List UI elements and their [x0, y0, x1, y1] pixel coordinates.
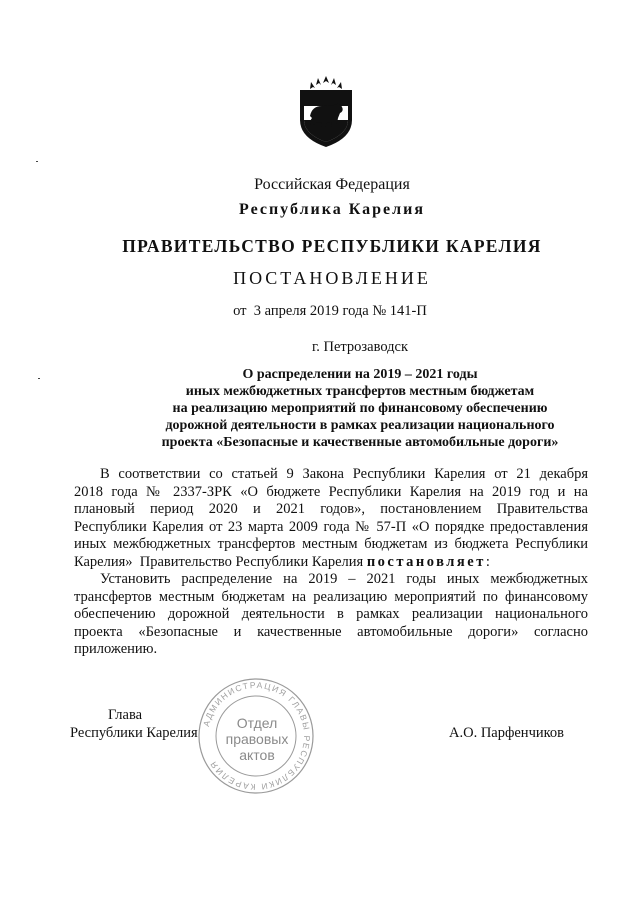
title-line: иных межбюджетных трансфертов местным бюджетам: [185, 384, 535, 399]
body-line: 2018 года № 2337-ЗРК «О бюджете Республики Карелия на 2019 год и на: [74, 483, 588, 500]
republic-name: Республика Карелия: [239, 201, 425, 218]
body-line: В соответствии со статьей 9 Закона Республики Карелия от 21 декабря: [100, 466, 588, 482]
body-line-resolution: [74, 554, 588, 572]
body-line: плановый период 2020 и 2021 годов», постановлением Правительства: [74, 501, 588, 517]
signatory-title-line: Глава: [108, 707, 143, 723]
resolution-suffix: :: [485, 553, 490, 570]
document-city: г. Петрозаводск: [311, 339, 409, 355]
resolution-prefix: Карелия» Правительство Республики Карелия: [74, 553, 367, 570]
scan-speck: [38, 378, 40, 379]
stamp-center-line: правовых: [225, 731, 289, 747]
title-line: на реализацию мероприятий по финансовому обеспечению: [172, 401, 548, 416]
resolution-keyword: постановляет: [366, 553, 486, 570]
title-line: дорожной деятельности в рамках реализации национального: [165, 418, 555, 433]
body-line: Республики Карелия от 23 марта 2009 года № 57-П «О порядке предоставления: [74, 518, 588, 535]
stamp-center-line: актов: [239, 747, 275, 763]
signatory-name: А.О. Парфенчиков: [449, 725, 565, 741]
document-date-number: от 3 апреля 2019 года № 141-П: [233, 303, 427, 319]
document-body: [74, 466, 588, 659]
scan-speck: [36, 161, 38, 162]
stamp-ring-text: АДМИНИСТРАЦИЯ ГЛАВЫ РЕСПУБЛИКИ КАРЕЛИЯ: [200, 679, 313, 793]
body-line: приложению.: [74, 641, 158, 657]
title-line: проекта «Безопасные и качественные автомобильные дороги»: [161, 435, 559, 450]
official-stamp-icon: [196, 676, 316, 796]
body-line: проекта «Безопасные и качественные автомобильные дороги» согласно: [74, 623, 588, 640]
document-title: [80, 366, 640, 451]
signatory-title-line: Республики Карелия: [70, 725, 198, 741]
body-line: обеспечению дорожной деятельности в рамках реализации национального: [74, 606, 588, 622]
karelia-coat-of-arms-icon: [294, 76, 358, 148]
stamp-center-line: Отдел: [236, 715, 278, 731]
body-line: трансфертов местным бюджетам на реализацию мероприятий по финансовому: [74, 588, 588, 605]
country-name: Российская Федерация: [254, 176, 410, 193]
government-name: ПРАВИТЕЛЬСТВО РЕСПУБЛИКИ КАРЕЛИЯ: [122, 236, 542, 256]
body-line: иных межбюджетных трансфертов местным бюджетам из бюджета Республики: [74, 536, 588, 552]
signatory-title: [70, 706, 198, 742]
body-line: Установить распределение на 2019 – 2021 годы иных межбюджетных: [100, 571, 588, 587]
title-line: О распределении на 2019 – 2021 годы: [242, 367, 478, 382]
document-type: ПОСТАНОВЛЕНИЕ: [233, 268, 431, 288]
